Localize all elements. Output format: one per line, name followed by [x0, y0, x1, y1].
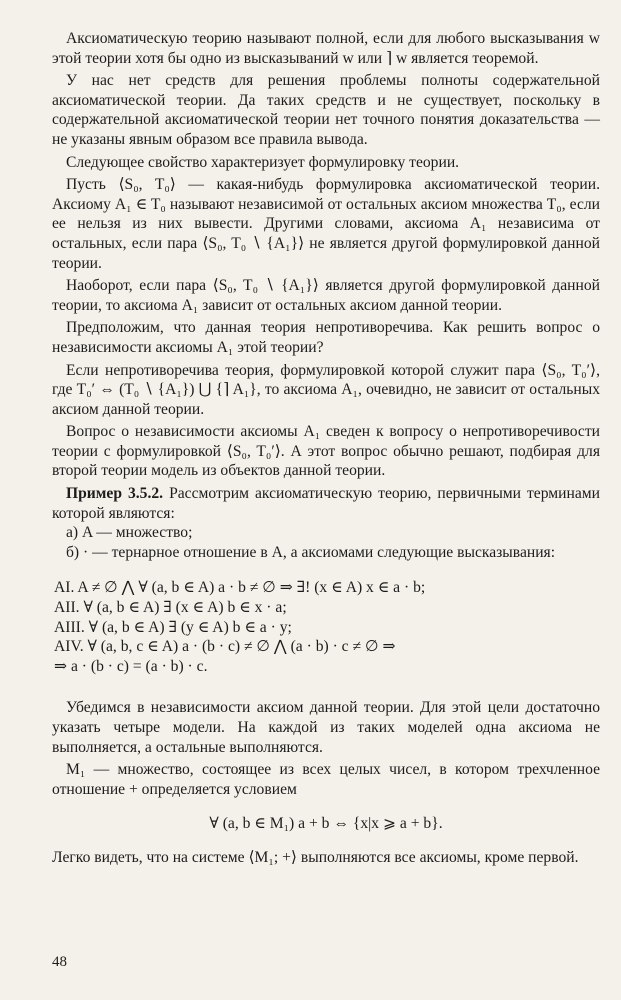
axiom-formula: AIII. ∀ (a, b ∈ A) ∃ (y ∈ A) b ∈ a · y; — [54, 618, 292, 636]
paragraph: Предположим, что данная теория непротиворечива. Как решить вопрос о независимости аксиомы A₁ этой теории? — [52, 319, 600, 356]
paragraph: Вопрос о независимости аксиомы A₁ сведен к вопросу о непротиворечивости теории с формулировкой ⟨S₀, T₀′⟩. А этот вопрос обычно решают, подбирая для второй теории модель из объектов данной теории. — [52, 423, 600, 480]
list-item: а) A — множество; — [66, 524, 193, 542]
paragraph: У нас нет средств для решения проблемы полноты содержательной аксиоматической теории. Да таких средств и не существует, поскольку в содержательной аксиоматической теории нет точного понятия доказательства — не указаны явным образом все правила вывода. — [52, 72, 600, 148]
page-number: 48 — [52, 954, 67, 970]
axiom-formula: AIV. ∀ (a, b, c ∈ A) a · (b · c) ≠ ∅ ⋀ (a · b) · c ≠ ∅ ⇒ — [54, 638, 396, 656]
example-label: Пример 3.5.2. — [66, 485, 164, 503]
list-item: б) · — тернарное отношение в A, а аксиомами следующие высказывания: — [66, 543, 556, 561]
axiom-list — [52, 578, 600, 676]
paragraph: Легко видеть, что на системе ⟨M₁; +⟩ выполняются все аксиомы, кроме первой. — [52, 848, 579, 866]
axiom-formula: ⇒ a · (b · c) = (a · b) · c. — [54, 657, 208, 675]
paragraph: Пусть ⟨S₀, T₀⟩ — какая-нибудь формулировка аксиоматической теории. Аксиому A₁ ∈ T₀ называют независимой от остальных аксиом множества T₀, если ее нельзя из них вывести. Другими словами, аксиома A₁ независима от остальных, если пара ⟨S₀, T₀ ∖ {A₁}⟩ не является другой формулировкой данной теории. — [52, 176, 600, 272]
example-text: Рассмотрим аксиоматическую теорию, первичными терминами которой являются: — [52, 485, 600, 522]
paragraph: Убедимся в независимости аксиом данной теории. Для этой цели достаточно указать четыре модели. На каждой из таких моделей одна аксиома не выполняется, а остальные выполняются. — [52, 699, 600, 756]
axiom-formula: AI. A ≠ ∅ ⋀ ∀ (a, b ∈ A) a · b ≠ ∅ ⇒ ∃! (x ∈ A) x ∈ a · b; — [54, 579, 426, 597]
paragraph: Следующее свойство характеризует формулировку теории. — [66, 153, 460, 171]
paragraph: M₁ — множество, состоящее из всех целых чисел, в котором трехчленное отношение + определяется условием — [52, 761, 600, 798]
paragraph: Аксиоматическую теорию называют полной, если для любого высказывания w этой теории хотя бы одно из высказываний w или ⌉ w является теоремой. — [52, 30, 600, 67]
example-paragraph — [52, 484, 600, 523]
centered-formula: ∀ (a, b ∈ M₁) a + b ⇔ {x|x ⩾ a + b}. — [209, 815, 443, 833]
text-column — [52, 29, 600, 868]
axiom-formula: AII. ∀ (a, b ∈ A) ∃ (x ∈ A) b ∈ x · a; — [54, 599, 287, 617]
paragraph: Если непротиворечива теория, формулировкой которой служит пара ⟨S₀, T₀′⟩, где T₀′ ⇔ (T₀ ∖ {A₁}) ⋃ {⌉ A₁}, то аксиома A₁, очевидно, не зависит от остальных аксиом данной теории. — [52, 361, 600, 418]
paragraph: Наоборот, если пара ⟨S₀, T₀ ∖ {A₁}⟩ является другой формулировкой данной теории, то аксиома A₁ зависит от остальных аксиом данной теории. — [52, 277, 600, 314]
